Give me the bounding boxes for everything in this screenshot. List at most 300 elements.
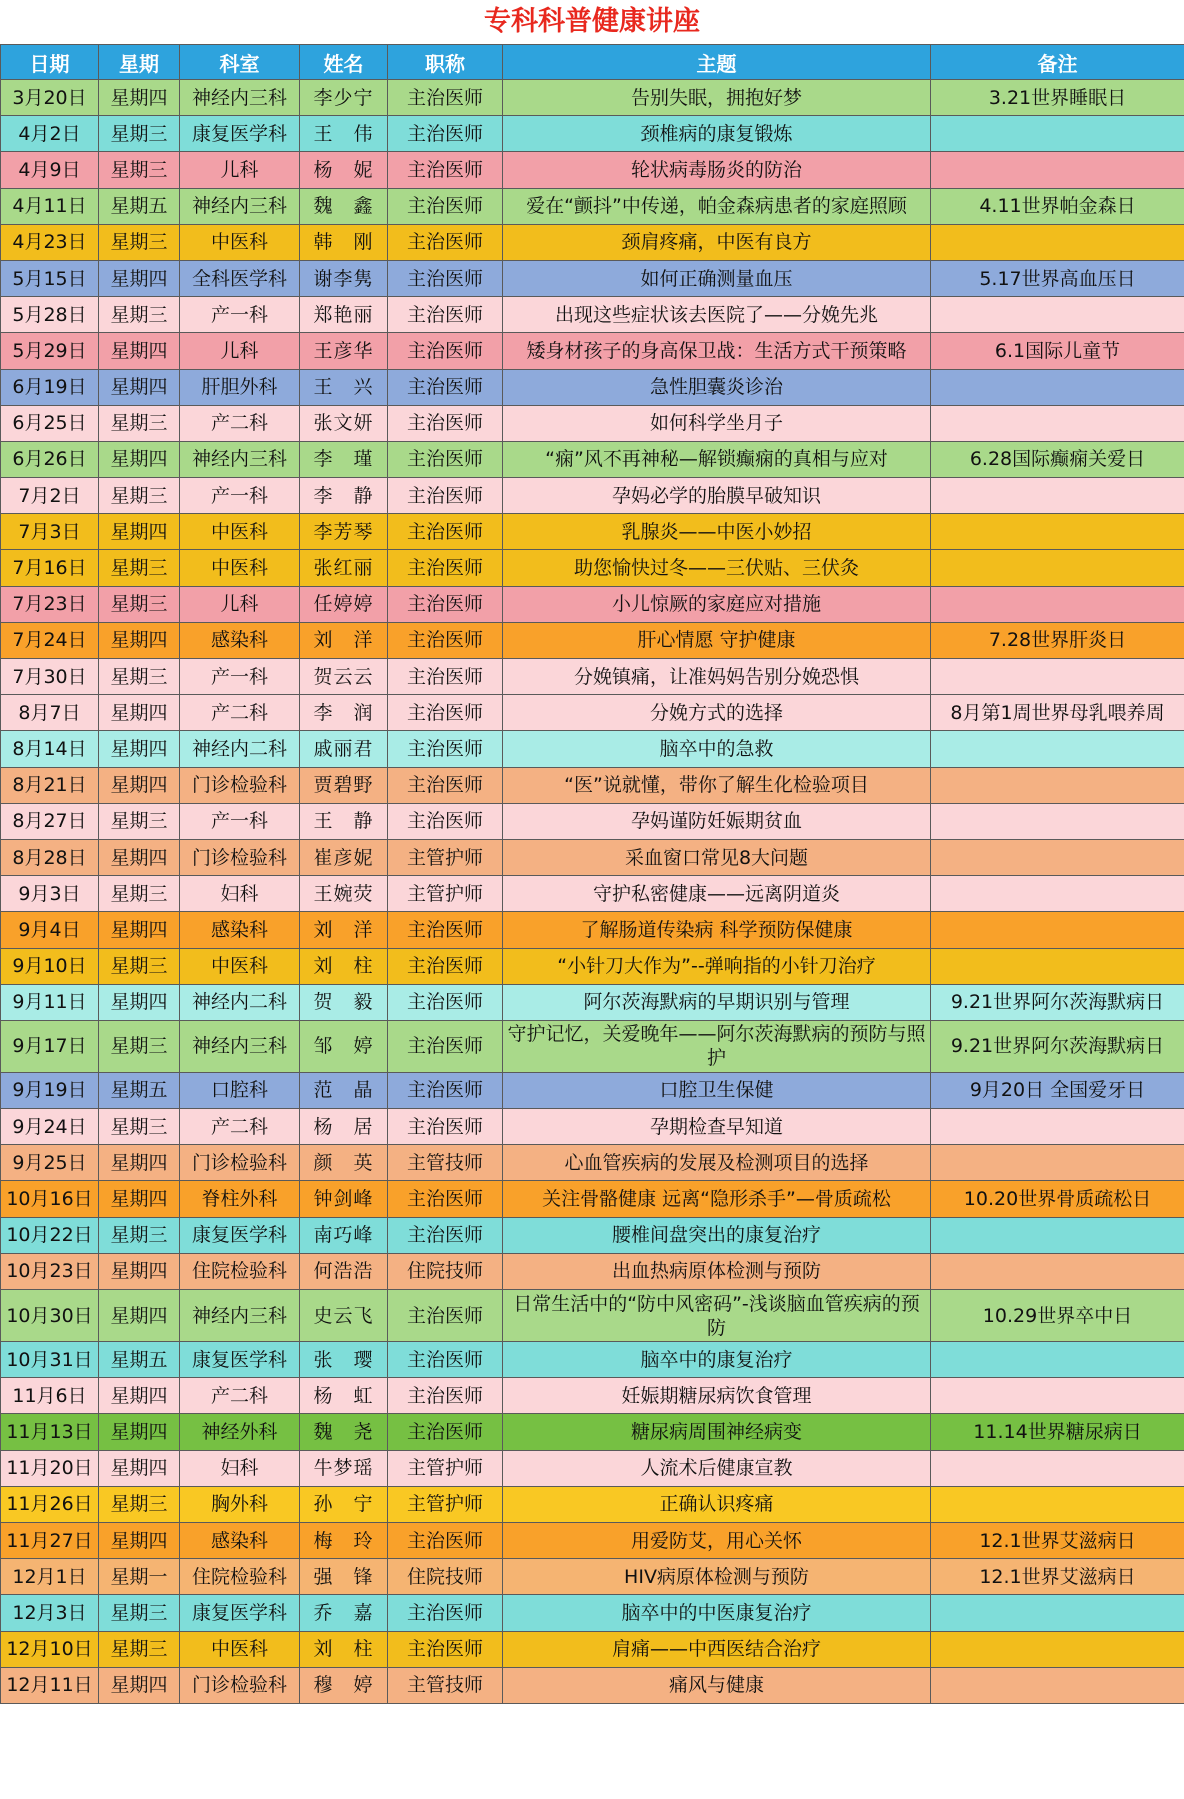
cell-note [931, 297, 1184, 333]
cell-note: 12.1世界艾滋病日 [931, 1559, 1184, 1595]
cell-date: 10月31日 [1, 1342, 99, 1378]
cell-weekday: 星期四 [99, 912, 180, 948]
cell-name: 魏 尧 [300, 1414, 388, 1450]
cell-weekday: 星期三 [99, 803, 180, 839]
cell-topic: 颈肩疼痛，中医有良方 [503, 224, 931, 260]
cell-department: 中医科 [180, 948, 300, 984]
table-row [1, 586, 1184, 622]
cell-note [931, 948, 1184, 984]
table-row [1, 152, 1184, 188]
cell-note: 7.28世界肝炎日 [931, 622, 1184, 658]
cell-note [931, 405, 1184, 441]
cell-topic: 爱在“颤抖”中传递，帕金森病患者的家庭照顾 [503, 188, 931, 224]
lecture-schedule-table [0, 44, 1184, 1704]
cell-weekday: 星期三 [99, 1109, 180, 1145]
cell-topic: 孕妈必学的胎膜早破知识 [503, 478, 931, 514]
table-row [1, 876, 1184, 912]
table-row [1, 405, 1184, 441]
cell-topic: 人流术后健康宣教 [503, 1450, 931, 1486]
table-row [1, 1217, 1184, 1253]
cell-date: 8月21日 [1, 767, 99, 803]
cell-title: 主管护师 [388, 876, 503, 912]
cell-name: 孙 宁 [300, 1486, 388, 1522]
cell-topic: 痛风与健康 [503, 1667, 931, 1703]
cell-note [931, 659, 1184, 695]
cell-name: 南巧峰 [300, 1217, 388, 1253]
cell-note: 5.17世界高血压日 [931, 260, 1184, 296]
cell-date: 10月23日 [1, 1253, 99, 1289]
cell-date: 9月25日 [1, 1145, 99, 1181]
cell-department: 脊柱外科 [180, 1181, 300, 1217]
cell-name: 李 瑾 [300, 441, 388, 477]
cell-title: 主治医师 [388, 1020, 503, 1072]
cell-topic: 肩痛——中西医结合治疗 [503, 1631, 931, 1667]
cell-weekday: 星期四 [99, 1414, 180, 1450]
cell-topic: 脑卒中的康复治疗 [503, 1342, 931, 1378]
cell-note: 4.11世界帕金森日 [931, 188, 1184, 224]
cell-department: 产二科 [180, 405, 300, 441]
cell-title: 主治医师 [388, 441, 503, 477]
cell-date: 9月19日 [1, 1072, 99, 1108]
cell-weekday: 星期三 [99, 1217, 180, 1253]
cell-note [931, 1145, 1184, 1181]
page-title: 专科科普健康讲座 [484, 6, 700, 37]
table-row [1, 1522, 1184, 1558]
cell-name: 王 伟 [300, 116, 388, 152]
cell-department: 中医科 [180, 1631, 300, 1667]
table-row [1, 803, 1184, 839]
cell-department: 神经内三科 [180, 1020, 300, 1072]
table-row [1, 260, 1184, 296]
cell-weekday: 星期三 [99, 876, 180, 912]
cell-topic: 肝心情愿 守护健康 [503, 622, 931, 658]
cell-weekday: 星期三 [99, 550, 180, 586]
cell-name: 任婷婷 [300, 586, 388, 622]
cell-department: 儿科 [180, 586, 300, 622]
cell-date: 5月15日 [1, 260, 99, 296]
cell-date: 4月11日 [1, 188, 99, 224]
table-row [1, 333, 1184, 369]
cell-weekday: 星期四 [99, 1667, 180, 1703]
cell-date: 11月26日 [1, 1486, 99, 1522]
cell-topic: 妊娠期糖尿病饮食管理 [503, 1378, 931, 1414]
cell-note [931, 912, 1184, 948]
cell-weekday: 星期四 [99, 1253, 180, 1289]
cell-department: 口腔科 [180, 1072, 300, 1108]
cell-topic: 轮状病毒肠炎的防治 [503, 152, 931, 188]
cell-date: 9月3日 [1, 876, 99, 912]
cell-date: 6月25日 [1, 405, 99, 441]
cell-weekday: 星期四 [99, 1181, 180, 1217]
cell-date: 4月2日 [1, 116, 99, 152]
cell-topic: 孕期检查早知道 [503, 1109, 931, 1145]
cell-date: 7月24日 [1, 622, 99, 658]
table-row [1, 1667, 1184, 1703]
cell-name: 贺云云 [300, 659, 388, 695]
cell-department: 神经内二科 [180, 731, 300, 767]
cell-title: 主管护师 [388, 1450, 503, 1486]
cell-department: 住院检验科 [180, 1253, 300, 1289]
cell-name: 李 润 [300, 695, 388, 731]
cell-title: 主治医师 [388, 514, 503, 550]
cell-department: 产一科 [180, 803, 300, 839]
cell-weekday: 星期五 [99, 1342, 180, 1378]
cell-department: 产一科 [180, 478, 300, 514]
cell-title: 主治医师 [388, 803, 503, 839]
cell-date: 9月17日 [1, 1020, 99, 1072]
cell-title: 主治医师 [388, 550, 503, 586]
cell-name: 杨 居 [300, 1109, 388, 1145]
cell-title: 主治医师 [388, 260, 503, 296]
cell-title: 主治医师 [388, 1631, 503, 1667]
cell-date: 8月27日 [1, 803, 99, 839]
cell-department: 神经内三科 [180, 188, 300, 224]
header-title: 职称 [388, 45, 503, 80]
header-weekday: 星期 [99, 45, 180, 80]
cell-note [931, 369, 1184, 405]
table-row [1, 1378, 1184, 1414]
cell-note [931, 1109, 1184, 1145]
cell-note [931, 839, 1184, 875]
cell-title: 主治医师 [388, 1181, 503, 1217]
cell-date: 12月10日 [1, 1631, 99, 1667]
cell-weekday: 星期四 [99, 839, 180, 875]
cell-department: 神经外科 [180, 1414, 300, 1450]
cell-topic: 用爱防艾，用心关怀 [503, 1522, 931, 1558]
cell-note: 3.21世界睡眠日 [931, 80, 1184, 116]
cell-weekday: 星期四 [99, 622, 180, 658]
cell-name: 史云飞 [300, 1290, 388, 1342]
cell-topic: 出血热病原体检测与预防 [503, 1253, 931, 1289]
cell-title: 主治医师 [388, 659, 503, 695]
cell-title: 主管技师 [388, 1667, 503, 1703]
cell-date: 7月30日 [1, 659, 99, 695]
cell-topic: 阿尔茨海默病的早期识别与管理 [503, 984, 931, 1020]
cell-title: 主治医师 [388, 1342, 503, 1378]
cell-weekday: 星期三 [99, 1595, 180, 1631]
table-row [1, 224, 1184, 260]
cell-title: 主治医师 [388, 767, 503, 803]
cell-date: 8月7日 [1, 695, 99, 731]
table-row [1, 731, 1184, 767]
table-row [1, 1595, 1184, 1631]
cell-topic: “小针刀大作为”--弹响指的小针刀治疗 [503, 948, 931, 984]
header-note: 备注 [931, 45, 1184, 80]
header-department: 科室 [180, 45, 300, 80]
table-row [1, 1253, 1184, 1289]
table-row [1, 514, 1184, 550]
cell-note: 12.1世界艾滋病日 [931, 1522, 1184, 1558]
cell-department: 康复医学科 [180, 1217, 300, 1253]
cell-department: 儿科 [180, 333, 300, 369]
cell-topic: 采血窗口常见8大问题 [503, 839, 931, 875]
cell-weekday: 星期四 [99, 984, 180, 1020]
cell-name: 强 锋 [300, 1559, 388, 1595]
table-row [1, 1631, 1184, 1667]
header-name: 姓名 [300, 45, 388, 80]
cell-title: 主治医师 [388, 188, 503, 224]
table-row [1, 441, 1184, 477]
cell-note [931, 767, 1184, 803]
cell-title: 主治医师 [388, 297, 503, 333]
cell-name: 李芳琴 [300, 514, 388, 550]
table-row [1, 767, 1184, 803]
table-row [1, 1145, 1184, 1181]
cell-name: 张红丽 [300, 550, 388, 586]
cell-topic: 关注骨骼健康 远离“隐形杀手”—骨质疏松 [503, 1181, 931, 1217]
cell-weekday: 星期三 [99, 659, 180, 695]
cell-title: 主治医师 [388, 224, 503, 260]
table-row [1, 1414, 1184, 1450]
cell-name: 戚丽君 [300, 731, 388, 767]
table-row [1, 1342, 1184, 1378]
cell-title: 主治医师 [388, 1378, 503, 1414]
cell-date: 11月13日 [1, 1414, 99, 1450]
cell-weekday: 星期五 [99, 1072, 180, 1108]
cell-weekday: 星期四 [99, 1450, 180, 1486]
cell-name: 崔彦妮 [300, 839, 388, 875]
cell-date: 7月2日 [1, 478, 99, 514]
cell-weekday: 星期三 [99, 1020, 180, 1072]
cell-topic: 矮身材孩子的身高保卫战：生活方式干预策略 [503, 333, 931, 369]
cell-topic: 日常生活中的“防中风密码”-浅谈脑血管疾病的预防 [503, 1290, 931, 1342]
cell-date: 10月16日 [1, 1181, 99, 1217]
cell-note [931, 1486, 1184, 1522]
table-row [1, 839, 1184, 875]
cell-date: 10月30日 [1, 1290, 99, 1342]
cell-department: 妇科 [180, 1450, 300, 1486]
cell-title: 主治医师 [388, 1217, 503, 1253]
cell-name: 何浩浩 [300, 1253, 388, 1289]
cell-title: 主治医师 [388, 1522, 503, 1558]
cell-topic: “医”说就懂，带你了解生化检验项目 [503, 767, 931, 803]
cell-title: 主治医师 [388, 1109, 503, 1145]
cell-department: 肝胆外科 [180, 369, 300, 405]
cell-weekday: 星期四 [99, 767, 180, 803]
cell-topic: 颈椎病的康复锻炼 [503, 116, 931, 152]
cell-weekday: 星期四 [99, 1522, 180, 1558]
cell-department: 门诊检验科 [180, 1667, 300, 1703]
cell-topic: 分娩方式的选择 [503, 695, 931, 731]
cell-note: 10.29世界卒中日 [931, 1290, 1184, 1342]
table-row [1, 1072, 1184, 1108]
cell-note [931, 731, 1184, 767]
cell-name: 张 璎 [300, 1342, 388, 1378]
cell-department: 产一科 [180, 659, 300, 695]
cell-date: 12月11日 [1, 1667, 99, 1703]
cell-topic: HIV病原体检测与预防 [503, 1559, 931, 1595]
table-row [1, 1181, 1184, 1217]
cell-weekday: 星期三 [99, 586, 180, 622]
cell-date: 9月11日 [1, 984, 99, 1020]
cell-title: 主治医师 [388, 1595, 503, 1631]
cell-topic: 分娩镇痛，让准妈妈告别分娩恐惧 [503, 659, 931, 695]
cell-note [931, 550, 1184, 586]
cell-weekday: 星期四 [99, 1290, 180, 1342]
cell-note [931, 876, 1184, 912]
cell-title: 主治医师 [388, 984, 503, 1020]
cell-name: 乔 嘉 [300, 1595, 388, 1631]
cell-note [931, 1667, 1184, 1703]
cell-topic: 腰椎间盘突出的康复治疗 [503, 1217, 931, 1253]
cell-title: 主治医师 [388, 731, 503, 767]
cell-date: 11月27日 [1, 1522, 99, 1558]
cell-department: 中医科 [180, 224, 300, 260]
cell-title: 主治医师 [388, 1072, 503, 1108]
cell-name: 王 兴 [300, 369, 388, 405]
cell-weekday: 星期三 [99, 224, 180, 260]
cell-date: 6月26日 [1, 441, 99, 477]
cell-department: 神经内三科 [180, 441, 300, 477]
cell-note [931, 803, 1184, 839]
cell-date: 4月23日 [1, 224, 99, 260]
cell-topic: 守护记忆，关爱晚年——阿尔茨海默病的预防与照护 [503, 1020, 931, 1072]
cell-department: 门诊检验科 [180, 839, 300, 875]
cell-name: 李 静 [300, 478, 388, 514]
cell-title: 主治医师 [388, 478, 503, 514]
cell-date: 8月28日 [1, 839, 99, 875]
cell-date: 3月20日 [1, 80, 99, 116]
cell-name: 邹 婷 [300, 1020, 388, 1072]
cell-note [931, 1595, 1184, 1631]
cell-weekday: 星期四 [99, 1145, 180, 1181]
cell-department: 全科医学科 [180, 260, 300, 296]
header-date: 日期 [1, 45, 99, 80]
cell-note [931, 1378, 1184, 1414]
cell-note [931, 1450, 1184, 1486]
cell-weekday: 星期三 [99, 297, 180, 333]
cell-weekday: 星期一 [99, 1559, 180, 1595]
cell-weekday: 星期三 [99, 478, 180, 514]
cell-department: 中医科 [180, 514, 300, 550]
cell-weekday: 星期四 [99, 731, 180, 767]
cell-name: 韩 刚 [300, 224, 388, 260]
cell-weekday: 星期三 [99, 116, 180, 152]
cell-department: 产二科 [180, 695, 300, 731]
table-row [1, 478, 1184, 514]
cell-weekday: 星期五 [99, 188, 180, 224]
cell-date: 4月9日 [1, 152, 99, 188]
cell-weekday: 星期三 [99, 948, 180, 984]
cell-title: 主治医师 [388, 152, 503, 188]
table-row [1, 80, 1184, 116]
cell-title: 住院技师 [388, 1559, 503, 1595]
cell-name: 刘 柱 [300, 1631, 388, 1667]
cell-weekday: 星期四 [99, 333, 180, 369]
cell-title: 主治医师 [388, 116, 503, 152]
cell-name: 贺 毅 [300, 984, 388, 1020]
cell-department: 神经内二科 [180, 984, 300, 1020]
cell-name: 颜 英 [300, 1145, 388, 1181]
cell-topic: 心血管疾病的发展及检测项目的选择 [503, 1145, 931, 1181]
cell-date: 7月3日 [1, 514, 99, 550]
cell-topic: 脑卒中的中医康复治疗 [503, 1595, 931, 1631]
cell-date: 6月19日 [1, 369, 99, 405]
cell-note [931, 116, 1184, 152]
cell-topic: 告别失眠，拥抱好梦 [503, 80, 931, 116]
cell-weekday: 星期三 [99, 152, 180, 188]
cell-note [931, 1342, 1184, 1378]
cell-title: 主治医师 [388, 80, 503, 116]
cell-title: 住院技师 [388, 1253, 503, 1289]
cell-weekday: 星期四 [99, 514, 180, 550]
cell-title: 主治医师 [388, 1290, 503, 1342]
cell-weekday: 星期四 [99, 369, 180, 405]
table-row [1, 622, 1184, 658]
cell-date: 9月24日 [1, 1109, 99, 1145]
cell-name: 郑艳丽 [300, 297, 388, 333]
table-row [1, 550, 1184, 586]
header-row [1, 45, 1184, 80]
table-row [1, 1020, 1184, 1072]
cell-department: 神经内三科 [180, 1290, 300, 1342]
cell-topic: 糖尿病周围神经病变 [503, 1414, 931, 1450]
table-row [1, 1109, 1184, 1145]
table-row [1, 1486, 1184, 1522]
cell-date: 11月20日 [1, 1450, 99, 1486]
cell-note [931, 152, 1184, 188]
header-topic: 主题 [503, 45, 931, 80]
cell-title: 主治医师 [388, 369, 503, 405]
table-row [1, 116, 1184, 152]
cell-name: 王彦华 [300, 333, 388, 369]
cell-date: 11月6日 [1, 1378, 99, 1414]
cell-note [931, 1217, 1184, 1253]
cell-topic: 如何正确测量血压 [503, 260, 931, 296]
cell-topic: 出现这些症状该去医院了——分娩先兆 [503, 297, 931, 333]
cell-date: 9月10日 [1, 948, 99, 984]
table-row [1, 1559, 1184, 1595]
cell-date: 9月4日 [1, 912, 99, 948]
cell-department: 门诊检验科 [180, 1145, 300, 1181]
cell-name: 王婉荧 [300, 876, 388, 912]
cell-title: 主管技师 [388, 1145, 503, 1181]
cell-date: 12月3日 [1, 1595, 99, 1631]
cell-name: 王 静 [300, 803, 388, 839]
cell-department: 儿科 [180, 152, 300, 188]
cell-department: 中医科 [180, 550, 300, 586]
cell-department: 感染科 [180, 912, 300, 948]
cell-date: 5月29日 [1, 333, 99, 369]
cell-department: 神经内三科 [180, 80, 300, 116]
table-row [1, 912, 1184, 948]
cell-weekday: 星期四 [99, 441, 180, 477]
cell-department: 康复医学科 [180, 116, 300, 152]
table-row [1, 695, 1184, 731]
cell-title: 主治医师 [388, 1414, 503, 1450]
cell-title: 主治医师 [388, 912, 503, 948]
cell-name: 梅 玲 [300, 1522, 388, 1558]
cell-name: 范 晶 [300, 1072, 388, 1108]
cell-date: 7月23日 [1, 586, 99, 622]
cell-weekday: 星期三 [99, 1631, 180, 1667]
cell-department: 产一科 [180, 297, 300, 333]
cell-title: 主治医师 [388, 695, 503, 731]
cell-topic: 助您愉快过冬——三伏贴、三伏灸 [503, 550, 931, 586]
cell-topic: 小儿惊厥的家庭应对措施 [503, 586, 931, 622]
cell-department: 产二科 [180, 1109, 300, 1145]
cell-department: 感染科 [180, 622, 300, 658]
cell-department: 康复医学科 [180, 1595, 300, 1631]
table-row [1, 188, 1184, 224]
cell-title: 主治医师 [388, 948, 503, 984]
cell-title: 主管护师 [388, 1486, 503, 1522]
cell-weekday: 星期四 [99, 1378, 180, 1414]
cell-topic: 乳腺炎——中医小妙招 [503, 514, 931, 550]
cell-name: 刘 柱 [300, 948, 388, 984]
cell-note: 6.1国际儿童节 [931, 333, 1184, 369]
cell-note: 11.14世界糖尿病日 [931, 1414, 1184, 1450]
